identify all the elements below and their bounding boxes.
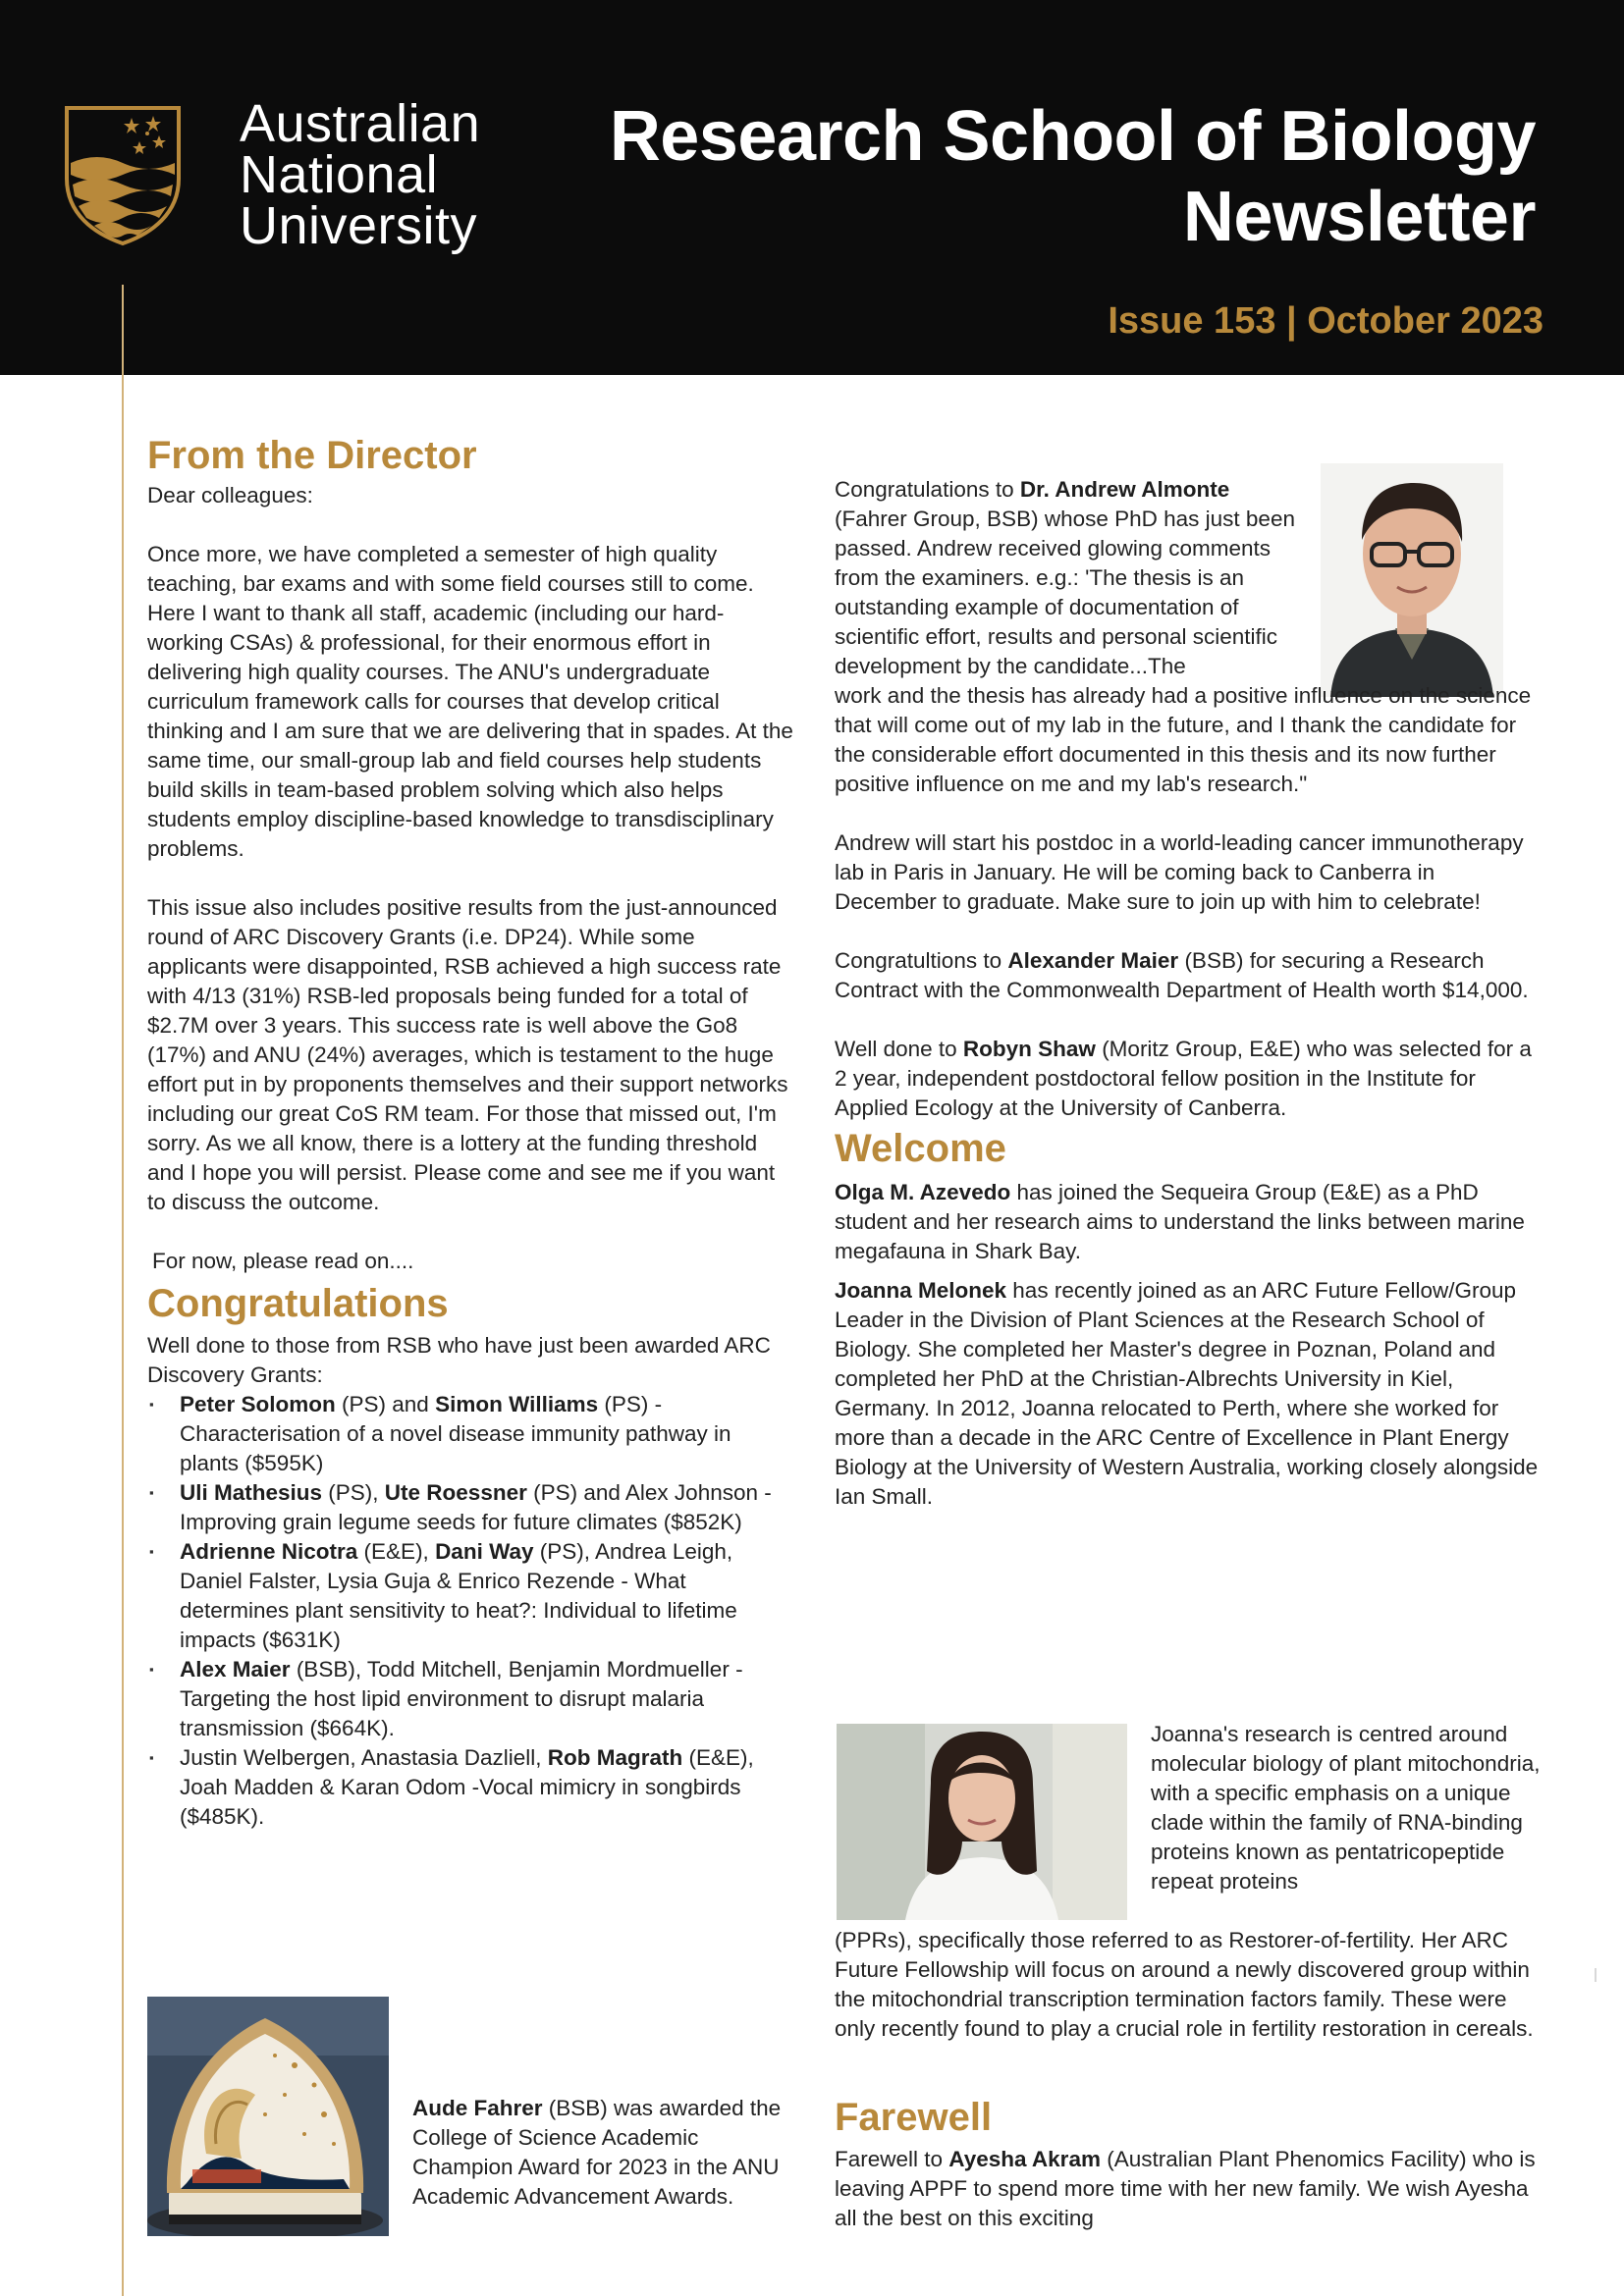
margin-rule (122, 285, 124, 2296)
joanna-research-paragraph: Joanna's research is centred around molecular biology of plant mitochondria, with a specific emphasis on a unique clade within the family of RNA-binding proteins known as pentatricopeptide repeat proteins (1151, 1722, 1541, 1894)
robyn-name: Robyn Shaw (962, 1037, 1096, 1061)
title-line-2: Newsletter (1182, 178, 1536, 256)
director-heading: From the Director (147, 434, 477, 477)
award-trophy-photo (147, 1997, 389, 2236)
joanna-melonek-photo (837, 1724, 1127, 1920)
andrew-paragraph: Congratulations to Dr. Andrew Almonte (Fahrer Group, BSB) whose PhD has just been passed. Andrew received glowing comments from the examiners. e.g.: 'The thesis is an outstanding example of documentation of scientific effort, results and personal scientific development by the candidate...The (835, 477, 1295, 678)
farewell-paragraph: Farewell to Ayesha Akram (Australian Plant Phenomics Facility) who is leaving APPF to spend more time with her new family. We wish Ayesha all the best on this exciting (835, 2147, 1536, 2230)
joanna-research-cont: (PPRs), specifically those referred to as Restorer-of-fertility. Her ARC Future Fellowship will focus on around a newly discovered group within the mitochondrial transcription termination factors family. These were only recently found to play a crucial role in fertility restoration in cereals. (835, 1928, 1534, 2041)
award-name: Aude Fahrer (412, 2096, 543, 2120)
issue-label: Issue 153 | October 2023 (1108, 300, 1543, 342)
university-line-3: University (240, 196, 478, 255)
grants-list (147, 1390, 795, 1832)
andrew-name: Dr. Andrew Almonte (1019, 477, 1230, 502)
welcome-heading: Welcome (835, 1127, 1006, 1170)
director-closing: For now, please read on.... (152, 1249, 414, 1273)
andrew-next-paragraph: Andrew will start his postdoc in a world-leading cancer immunotherapy lab in Paris in January. He will be coming back to Canberra in December to graduate. Make sure to join up with him to celebrate! (835, 830, 1524, 914)
director-greeting: Dear colleagues: (147, 483, 313, 507)
andrew-paragraph-cont: work and the thesis has already had a positive influence on the science that will come out of my lab in the future, and I thank the candidate for the considerable effort documented in this thesis and its now further positive influence on me and my lab's research." (835, 683, 1532, 796)
director-paragraph-2: This issue also includes positive results from the just-announced round of ARC Discovery Grants (i.e. DP24). While some applicants were disappointed, RSB achieved a high success rate with 4/13 (31%) RSB-led proposals being funded for a total of $2.7M over 3 years. This success rate is well above the Go8 (17%) and ANU (24%) averages, which is testament to the huge effort put in by proponents themselves and their support networks including our great CoS RM team. For those that missed out, I'm sorry. As we all know, there is a lottery at the funding threshold and I hope you will persist. Please come and see me if you want to discuss the outcome. (147, 895, 788, 1214)
grant-item: ▪ Peter Solomon (PS) and Simon Williams (PS) -Characterisation of a novel disease immunity pathway in plants ($595K) (147, 1390, 795, 1478)
left-column (147, 432, 795, 1832)
newsletter-title (610, 96, 1536, 257)
olga-name: Olga M. Azevedo (835, 1180, 1011, 1204)
grants-intro: Well done to those from RSB who have just been awarded ARC Discovery Grants: (147, 1333, 771, 1387)
award-text: (BSB) was awarded the College of Science Academic Champion Award for 2023 in the ANU Academic Advancement Awards. (412, 2096, 782, 2209)
olga-paragraph: Olga M. Azevedo has joined the Sequeira Group (E&E) as a PhD student and her research aims to understand the links between marine megafauna in Shark Bay. (835, 1180, 1525, 1263)
farewell-heading: Farewell (835, 2096, 993, 2139)
alex-name: Alexander Maier (1007, 948, 1179, 973)
joanna-paragraph: Joanna Melonek has recently joined as an ARC Future Fellow/Group Leader in the Division of Plant Sciences at the Research School of Biology. She completed her Master's degree in Poznan, Poland and completed her PhD at the Christian-Albrechts University in Kiel, Germany. In 2012, Joanna relocated to Perth, where she worked for more than a decade in the ARC Centre of Excellence in Plant Energy Biology at the University of Western Australia, working closely alongside Ian Small. (835, 1278, 1539, 1509)
university-line-2: National (240, 145, 439, 204)
director-paragraph-1: Once more, we have completed a semester of high quality teaching, bar exams and with some field courses still to come. Here I want to thank all staff, academic (including our hard-working CSAs) & professional, for their enormous effort in delivering high quality courses. The ANU's undergraduate curriculum framework calls for courses that develop critical thinking and I am sure that we are delivering that in spades. At the same time, our small-group lab and field courses help students build skills in team-based problem solving which also helps students employ discipline-based knowledge to transdisciplinary problems. (147, 542, 793, 861)
robyn-paragraph: Well done to Robyn Shaw (Moritz Group, E&E) who was selected for a 2 year, independent postdoctoral fellow position in the Institute for Applied Ecology at the University of Canberra. (835, 1037, 1532, 1120)
grant-item: ▪ Alex Maier (BSB), Todd Mitchell, Benjamin Mordmueller - Targeting the host lipid environment to disrupt malaria transmission ($664K). (147, 1655, 795, 1743)
newsletter-header (0, 0, 1624, 375)
right-column (835, 475, 1542, 1512)
university-line-1: Australian (240, 94, 481, 153)
title-line-1: Research School of Biology (609, 97, 1536, 176)
joanna-name: Joanna Melonek (835, 1278, 1007, 1303)
anu-crest-logo (61, 104, 185, 247)
grant-item: ▪ Adrienne Nicotra (E&E), Dani Way (PS), Andrea Leigh, Daniel Falster, Lysia Guja & Enrico Rezende - What determines plant sensitivity to heat?: Individual to lifetime impacts ($631K) (147, 1537, 795, 1655)
alex-paragraph: Congratultions to Alexander Maier (BSB) for securing a Research Contract with the Commonwealth Department of Health worth $14,000. (835, 948, 1529, 1002)
page-tick (1595, 1968, 1597, 1982)
congratulations-heading: Congratulations (147, 1282, 449, 1325)
farewell-section (835, 2094, 1542, 2233)
ayesha-name: Ayesha Akram (948, 2147, 1101, 2171)
award-caption (412, 2094, 795, 2212)
grant-item: ▪ Justin Welbergen, Anastasia Dazliell, Rob Magrath (E&E), Joah Madden & Karan Odom -Vocal mimicry in songbirds ($485K). (147, 1743, 795, 1832)
university-name (240, 94, 481, 255)
grant-item: ▪ Uli Mathesius (PS), Ute Roessner (PS) and Alex Johnson - Improving grain legume seeds for future climates ($852K) (147, 1478, 795, 1537)
